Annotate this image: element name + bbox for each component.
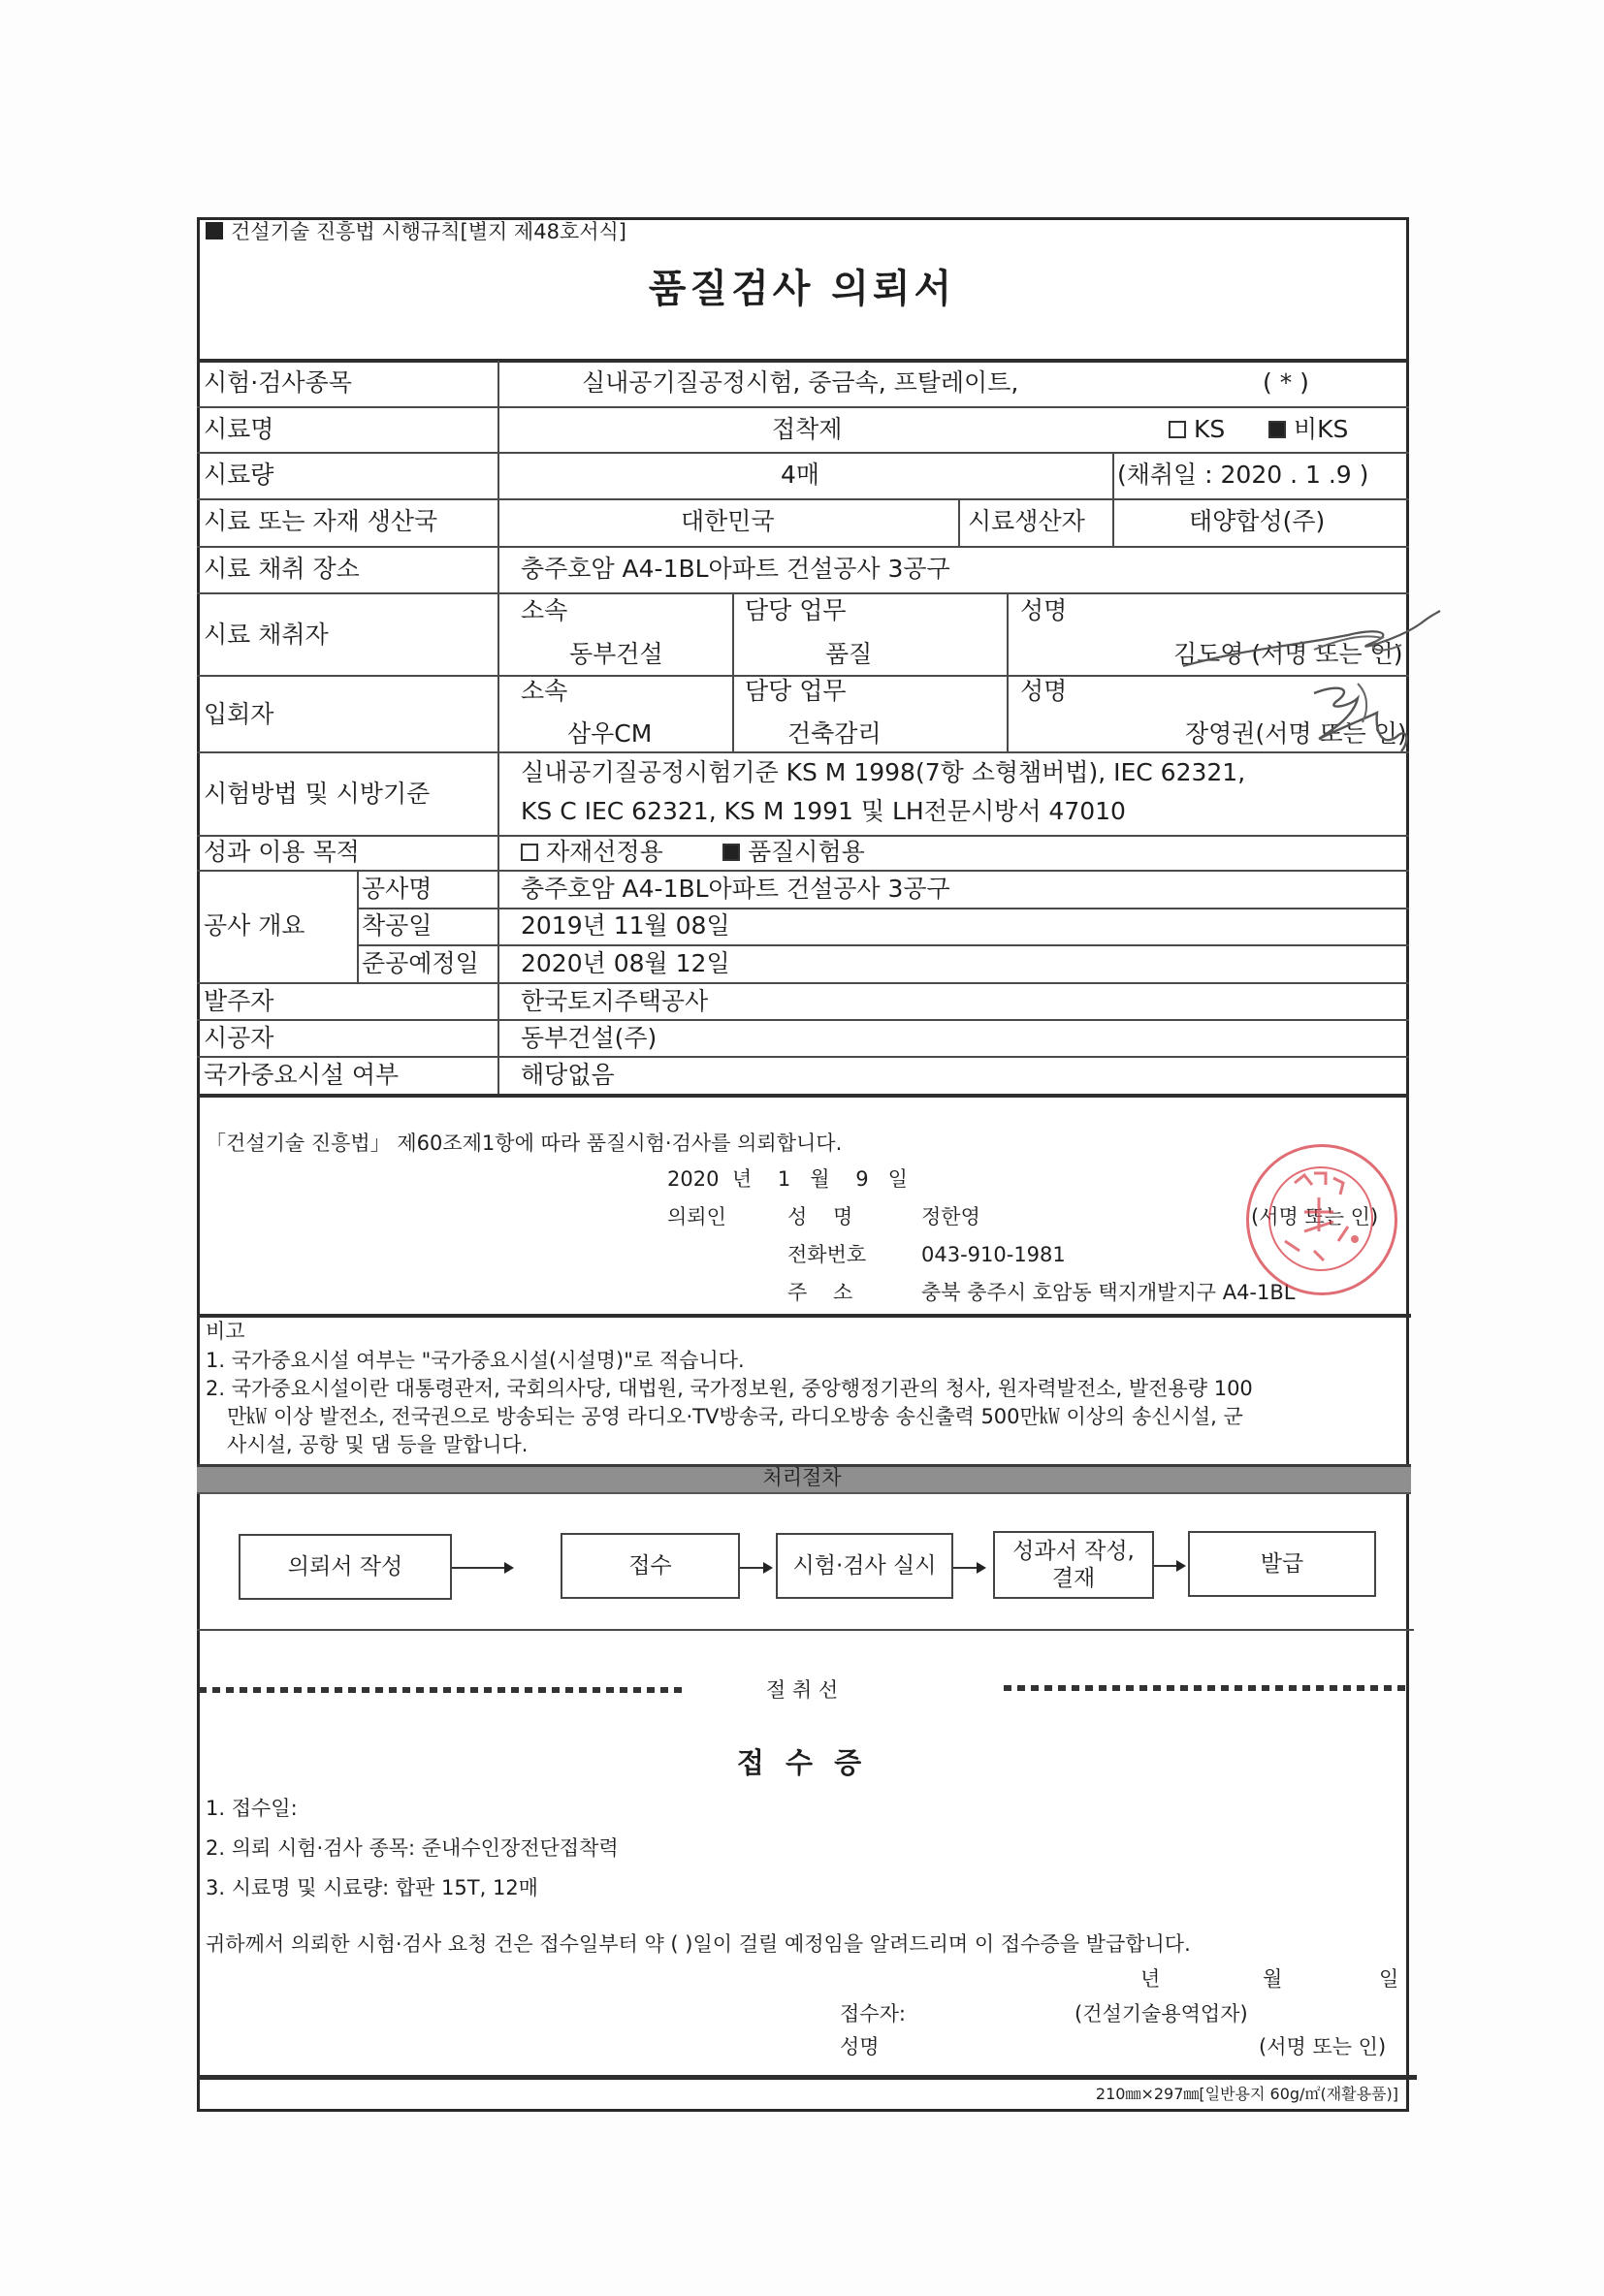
notes-item-2: 2. 국가중요시설이란 대통령관저, 국회의사당, 대법원, 국가정보원, 중앙행정기관의 청사, 원자력발전소, 발전용량 100	[206, 1377, 1253, 1400]
process-step-1: 의뢰서 작성	[239, 1534, 452, 1600]
divider	[197, 498, 1409, 500]
witness-affiliation-label: 소속	[521, 677, 568, 705]
label-test-items: 시험·검사종목	[204, 368, 352, 397]
value-national-facility: 해당없음	[521, 1061, 615, 1089]
form-reference: 건설기술 진흥법 시행규칙[별지 제48호서식]	[206, 219, 626, 244]
process-step-5: 발급	[1188, 1531, 1376, 1597]
receipt-item-2: 2. 의뢰 시험·검사 종목: 준내수인장전단접착력	[206, 1836, 619, 1860]
label-producer: 시료생산자	[968, 507, 1085, 535]
value-sampling-date: (채취일 : 2020 . 1 .9 )	[1117, 461, 1369, 489]
divider	[357, 870, 359, 982]
witness-duty: 건축감리	[787, 719, 882, 748]
arrow-right-icon	[452, 1567, 505, 1569]
divider	[732, 592, 734, 751]
label-method: 시험방법 및 시방기준	[204, 780, 431, 808]
sampler-name-label: 성명	[1020, 596, 1068, 624]
divider	[197, 751, 1409, 753]
divider	[958, 498, 960, 546]
value-sampling-place: 충주호암 A4-1BL아파트 건설공사 3공구	[521, 555, 950, 583]
label-project: 공사 개요	[204, 911, 305, 940]
divider	[197, 835, 1409, 837]
cut-line-label: 절 취 선	[765, 1678, 839, 1702]
label-project-end: 준공예정일	[362, 949, 479, 977]
label-sample-name: 시료명	[204, 415, 274, 443]
receipt-month-unit: 월	[1263, 1967, 1283, 1991]
receipt-item-3: 3. 시료명 및 시료량: 합판 15T, 12매	[206, 1876, 538, 1899]
receipt-year-unit: 년	[1140, 1967, 1161, 1991]
checkbox-checked-icon	[722, 844, 740, 861]
value-test-items: 실내공기질공정시험, 중금속, 프탈레이트,	[582, 368, 1019, 397]
arrow-right-icon	[1154, 1565, 1177, 1567]
requester-phone-label: 전화번호	[787, 1243, 867, 1266]
value-sample-qty: 4매	[781, 461, 820, 489]
paper-spec: 210㎜×297㎜[일반용지 60g/㎡(재활용품)]	[1095, 2085, 1398, 2103]
label-sampling-place: 시료 채취 장소	[204, 555, 360, 583]
requester-name: 정한영	[921, 1205, 980, 1228]
request-date: 2020 년 1 월 9 일	[667, 1167, 908, 1191]
ks-checkbox[interactable]: KS	[1169, 415, 1225, 444]
label-project-start: 착공일	[362, 911, 433, 940]
form-frame	[197, 217, 1409, 2112]
witness-signature	[1261, 679, 1445, 761]
label-sample-qty: 시료량	[204, 461, 274, 489]
witness-duty-label: 담당 업무	[745, 677, 847, 705]
label-project-name: 공사명	[362, 875, 433, 903]
receipt-title: 접 수 증	[736, 1746, 868, 1779]
request-statement: 「건설기술 진흥법」 제60조제1항에 따라 품질시험·검사를 의뢰합니다.	[206, 1132, 843, 1155]
witness-name: 장영권(서명 또는 인)	[1185, 719, 1407, 748]
method-line-1: 실내공기질공정시험기준 KS M 1998(7항 소형챔버법), IEC 62321,	[521, 758, 1246, 786]
divider	[197, 592, 1409, 594]
value-origin: 대한민국	[681, 507, 775, 535]
sampler-signature	[1154, 606, 1445, 684]
purpose-option-1[interactable]: 자재선정용	[521, 838, 663, 867]
value-sample-name: 접착제	[772, 415, 843, 443]
divider	[197, 1019, 1409, 1021]
divider	[197, 982, 1409, 984]
requester-sign-note: (서명 또는 인)	[1251, 1205, 1379, 1228]
sampler-duty-label: 담당 업무	[745, 596, 847, 624]
witness-name-label: 성명	[1020, 677, 1068, 705]
value-project-name: 충주호암 A4-1BL아파트 건설공사 3공구	[521, 875, 950, 903]
checkbox-empty-icon	[1169, 421, 1186, 438]
value-client: 한국토지주택공사	[521, 987, 709, 1015]
requester-seal	[1246, 1144, 1397, 1295]
value-contractor: 동부건설(주)	[521, 1024, 658, 1052]
divider	[357, 944, 1409, 946]
notes-title: 비고	[206, 1320, 245, 1343]
notes-item-2-cont2: 사시설, 공항 및 댐 등을 말합니다.	[227, 1433, 529, 1456]
divider	[1112, 452, 1114, 546]
receipt-item-1: 1. 접수일:	[206, 1797, 298, 1820]
process-step-2: 접수	[561, 1533, 740, 1599]
receiver-name-label: 성명	[840, 2035, 880, 2058]
requester-address-label: 주 소	[787, 1281, 853, 1304]
receipt-notice: 귀하께서 의뢰한 시험·검사 요청 건은 접수일부터 약 ( )일이 걸릴 예정임을 알려드리며 이 접수증을 발급합니다.	[206, 1932, 1191, 1956]
seal-glyphs	[1246, 1144, 1392, 1290]
receiver-sign-note: (서명 또는 인)	[1259, 2035, 1387, 2058]
divider	[357, 908, 1409, 909]
purpose-option-2[interactable]: 품질시험용	[722, 838, 865, 867]
process-step-4: 성과서 작성, 결재	[993, 1531, 1154, 1599]
label-sampler: 시료 채취자	[204, 621, 329, 649]
divider	[197, 1629, 1414, 1631]
notes-item-2-cont: 만㎾ 이상 발전소, 전국권으로 방송되는 공영 라디오·TV방송국, 라디오방송 송신출력 500만㎾ 이상의 송신시설, 군	[227, 1405, 1243, 1428]
divider	[197, 359, 1409, 363]
value-project-start: 2019년 11월 08일	[521, 911, 730, 940]
witness-affiliation: 삼우CM	[567, 719, 653, 748]
label-contractor: 시공자	[204, 1024, 274, 1052]
non-ks-checkbox[interactable]: 비KS	[1268, 415, 1348, 444]
divider	[1007, 592, 1009, 751]
divider	[197, 2075, 1417, 2080]
label-origin: 시료 또는 자재 생산국	[204, 507, 438, 535]
arrow-right-icon	[953, 1567, 978, 1569]
value-test-items-extra: ( * )	[1263, 368, 1309, 397]
divider	[197, 870, 1409, 872]
requester-label: 의뢰인	[667, 1205, 726, 1228]
divider	[197, 1094, 1409, 1098]
label-witness: 입회자	[204, 700, 274, 728]
checkbox-empty-icon	[521, 844, 538, 861]
value-producer: 태양합성(주)	[1189, 507, 1326, 535]
requester-phone: 043-910-1981	[921, 1243, 1066, 1266]
checkbox-checked-icon	[1268, 421, 1286, 438]
sampler-affiliation: 동부건설	[569, 640, 663, 668]
arrow-right-icon	[740, 1567, 764, 1569]
requester-address: 충북 충주시 호암동 택지개발지구 A4-1BL	[921, 1281, 1296, 1304]
sampler-affiliation-label: 소속	[521, 596, 568, 624]
label-national-facility: 국가중요시설 여부	[204, 1061, 400, 1089]
label-client: 발주자	[204, 987, 274, 1015]
requester-name-label: 성 명	[787, 1205, 853, 1228]
receipt-day-unit: 일	[1379, 1967, 1399, 1991]
cut-line-right	[1004, 1685, 1411, 1691]
label-purpose: 성과 이용 목적	[204, 838, 360, 866]
method-line-2: KS C IEC 62321, KS M 1991 및 LH전문시방서 47010	[521, 797, 1126, 825]
divider	[197, 546, 1409, 548]
receiver-org: (건설기술용역업자)	[1075, 2002, 1248, 2025]
form-title: 품질검사 의뢰서	[648, 267, 956, 311]
sampler-duty: 품질	[825, 640, 873, 668]
divider	[197, 1056, 1409, 1058]
divider	[197, 452, 1409, 454]
process-title: 처리절차	[762, 1466, 842, 1489]
value-project-end: 2020년 08월 12일	[521, 949, 730, 977]
sampler-name: 김도영 (서명 또는 인)	[1173, 640, 1403, 668]
label-column-divider	[497, 361, 499, 1094]
process-step-3: 시험·검사 실시	[776, 1533, 953, 1599]
filled-square-icon	[206, 222, 223, 239]
receiver-label: 접수자:	[840, 2002, 906, 2025]
notes-item-1: 1. 국가중요시설 여부는 "국가중요시설(시설명)"로 적습니다.	[206, 1349, 745, 1372]
divider	[197, 406, 1409, 408]
divider	[197, 1314, 1411, 1318]
